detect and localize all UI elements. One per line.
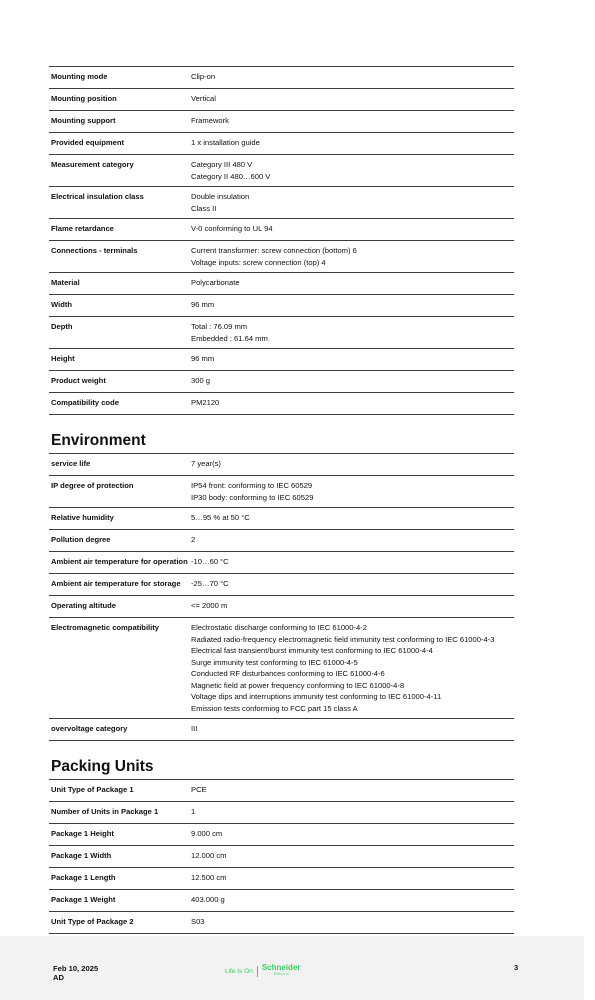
spec-value [191, 71, 514, 84]
spec-value [191, 375, 514, 388]
spec-label: Number of Units in Package 1 [51, 807, 159, 816]
spec-value-line: 1 x installation guide [191, 138, 260, 147]
table-bottom-rule [49, 414, 514, 415]
spec-label: Mounting support [51, 116, 116, 125]
spec-value-line: 12.500 cm [191, 873, 227, 882]
spec-value-line: Category III 480 V [191, 160, 253, 169]
spec-value [191, 115, 514, 128]
spec-value-line: Embedded : 61.64 mm [191, 333, 268, 343]
logo-divider [257, 966, 258, 977]
spec-row [49, 132, 514, 154]
spec-value-line: Surge immunity test conforming to IEC 61000-4-5 [191, 657, 358, 667]
spec-label: Product weight [51, 376, 106, 385]
spec-value-line: Voltage inputs: screw connection (top) 4 [191, 257, 326, 267]
spec-label: Package 1 Width [51, 851, 112, 860]
spec-label: Package 1 Length [51, 873, 116, 882]
spec-value [191, 622, 514, 714]
spec-value [191, 578, 514, 591]
spec-value [191, 534, 514, 547]
spec-row [49, 218, 514, 240]
spec-row [49, 88, 514, 110]
spec-value [191, 850, 514, 863]
spec-value-line: Polycarbonate [191, 278, 240, 287]
spec-value-line: 7 year(s) [191, 459, 221, 468]
spec-value-line: 12.000 cm [191, 851, 227, 860]
spec-value [191, 806, 514, 819]
spec-label: Depth [51, 322, 73, 331]
spec-value-line: 9.000 cm [191, 829, 223, 838]
spec-row [49, 867, 514, 889]
spec-row [49, 316, 514, 348]
spec-label: Material [51, 278, 80, 287]
spec-row [49, 889, 514, 911]
spec-value-line: Class II [191, 203, 217, 213]
spec-row [49, 718, 514, 740]
environment-spec-table [49, 453, 514, 741]
spec-value-line: Total : 76.09 mm [191, 322, 248, 331]
spec-value-line: 96 mm [191, 300, 215, 309]
spec-value [191, 277, 514, 290]
spec-label: Unit Type of Package 2 [51, 917, 134, 926]
spec-label: Ambient air temperature for storage [51, 579, 181, 588]
spec-value-line: Vertical [191, 94, 216, 103]
spec-row [49, 348, 514, 370]
spec-value-line: V-0 conforming to UL 94 [191, 224, 273, 233]
spec-row [49, 551, 514, 573]
logo-brand-name: Schneider [261, 963, 301, 972]
spec-label: Connections - terminals [51, 246, 138, 255]
environment-heading: Environment [51, 432, 146, 449]
spec-row [49, 529, 514, 551]
footer-date-block [53, 964, 98, 982]
spec-label: Provided equipment [51, 138, 124, 147]
spec-row [49, 186, 514, 218]
spec-value-line: Magnetic field at power frequency conforming to IEC 61000-4-8 [191, 680, 405, 690]
spec-label: Operating altitude [51, 601, 116, 610]
spec-label: Mounting position [51, 94, 117, 103]
spec-value-line: PCE [191, 785, 207, 794]
spec-row [49, 823, 514, 845]
footer-date: Feb 10, 2025 [53, 964, 99, 973]
spec-value [191, 458, 514, 471]
spec-value-line: Electrostatic discharge conforming to IEC 61000-4-2 [191, 623, 368, 632]
spec-value-line: IP54 front: conforming to IEC 60529 [191, 481, 313, 490]
spec-value-line: 96 mm [191, 354, 215, 363]
spec-value-line: Clip-on [191, 72, 216, 81]
spec-row [49, 370, 514, 392]
spec-value [191, 191, 514, 214]
spec-label: Mounting mode [51, 72, 108, 81]
packing-units-table [49, 779, 514, 934]
logo-brand-sub: Electric [273, 972, 290, 976]
spec-value [191, 480, 514, 503]
spec-label: Ambient air temperature for operation [51, 557, 188, 566]
spec-value-line: 5…95 % at 50 °C [191, 513, 250, 522]
spec-value-line: Conducted RF disturbances conforming to IEC 61000-4-6 [191, 669, 385, 678]
spec-label: Unit Type of Package 1 [51, 785, 134, 794]
spec-label: Height [51, 354, 75, 363]
spec-value-line: -10…60 °C [191, 557, 229, 566]
spec-row [49, 595, 514, 617]
spec-value-line: Framework [191, 116, 229, 125]
spec-label: IP degree of protection [51, 481, 134, 490]
spec-row [49, 507, 514, 529]
general-spec-table [49, 66, 514, 415]
footer-doc-code: AD [53, 973, 64, 982]
spec-value-line: Current transformer: screw connection (bottom) 6 [191, 246, 357, 255]
spec-value-line: <= 2000 m [191, 601, 228, 610]
spec-row [49, 154, 514, 186]
logo-tagline: Life Is On [225, 967, 253, 975]
table-bottom-rule [49, 740, 514, 741]
spec-value [191, 600, 514, 613]
spec-value-line: 1 [191, 807, 196, 816]
spec-value [191, 159, 514, 182]
schneider-logo [225, 964, 301, 978]
page-number: 3 [514, 963, 519, 972]
spec-label: Width [51, 300, 73, 309]
spec-value-line: Electrical fast transient/burst immunity test conforming to IEC 61000-4-4 [191, 646, 433, 655]
spec-value [191, 916, 514, 929]
spec-label: Electromagnetic compatibility [51, 623, 160, 632]
spec-row [49, 911, 514, 933]
spec-value-line: Emission tests conforming to FCC part 15 class A [191, 703, 358, 713]
spec-value-line: Category II 480…600 V [191, 171, 271, 181]
spec-value [191, 353, 514, 366]
spec-value [191, 723, 514, 736]
page-footer [0, 936, 584, 1000]
spec-value-line: -25…70 °C [191, 579, 229, 588]
spec-sheet [49, 66, 514, 934]
spec-row [49, 801, 514, 823]
spec-label: Electrical insulation class [51, 192, 144, 201]
spec-value [191, 245, 514, 268]
spec-value-line: Radiated radio-frequency electromagnetic field immunity test conforming to IEC 61000-4-3 [191, 634, 495, 644]
spec-row [49, 294, 514, 316]
spec-value-line: PM2120 [191, 398, 220, 407]
spec-row [49, 617, 514, 718]
spec-value [191, 512, 514, 525]
spec-value [191, 223, 514, 236]
table-bottom-rule [49, 933, 514, 934]
packing-units-heading: Packing Units [51, 758, 154, 775]
spec-value-line: 2 [191, 535, 196, 544]
spec-value [191, 93, 514, 106]
spec-label: overvoltage category [51, 724, 128, 733]
spec-label: service life [51, 459, 91, 468]
spec-value [191, 137, 514, 150]
spec-value [191, 321, 514, 344]
spec-label: Package 1 Weight [51, 895, 116, 904]
spec-value [191, 828, 514, 841]
spec-row [49, 573, 514, 595]
spec-label: Package 1 Height [51, 829, 114, 838]
spec-row [49, 475, 514, 507]
spec-value-line: Voltage dips and interruptions immunity test conforming to IEC 61000-4-11 [191, 692, 442, 701]
spec-row [49, 392, 514, 414]
spec-row [49, 110, 514, 132]
spec-value-line: III [191, 724, 198, 733]
spec-row [49, 453, 514, 475]
spec-label: Flame retardance [51, 224, 114, 233]
spec-label: Compatibility code [51, 398, 119, 407]
spec-row [49, 845, 514, 867]
spec-value-line: S03 [191, 917, 205, 926]
spec-value-line: 300 g [191, 376, 211, 385]
spec-value-line: 403.000 g [191, 895, 225, 904]
spec-value-line: IP30 body: conforming to IEC 60529 [191, 492, 314, 502]
spec-value [191, 397, 514, 410]
spec-label: Relative humidity [51, 513, 114, 522]
spec-row [49, 272, 514, 294]
spec-row [49, 779, 514, 801]
spec-value [191, 299, 514, 312]
spec-value [191, 556, 514, 569]
spec-value [191, 872, 514, 885]
spec-value-line: Double insulation [191, 192, 250, 201]
spec-label: Pollution degree [51, 535, 111, 544]
spec-row [49, 66, 514, 88]
spec-value [191, 894, 514, 907]
spec-label: Measurement category [51, 160, 134, 169]
logo-brand [262, 964, 301, 978]
spec-row [49, 240, 514, 272]
spec-value [191, 784, 514, 797]
